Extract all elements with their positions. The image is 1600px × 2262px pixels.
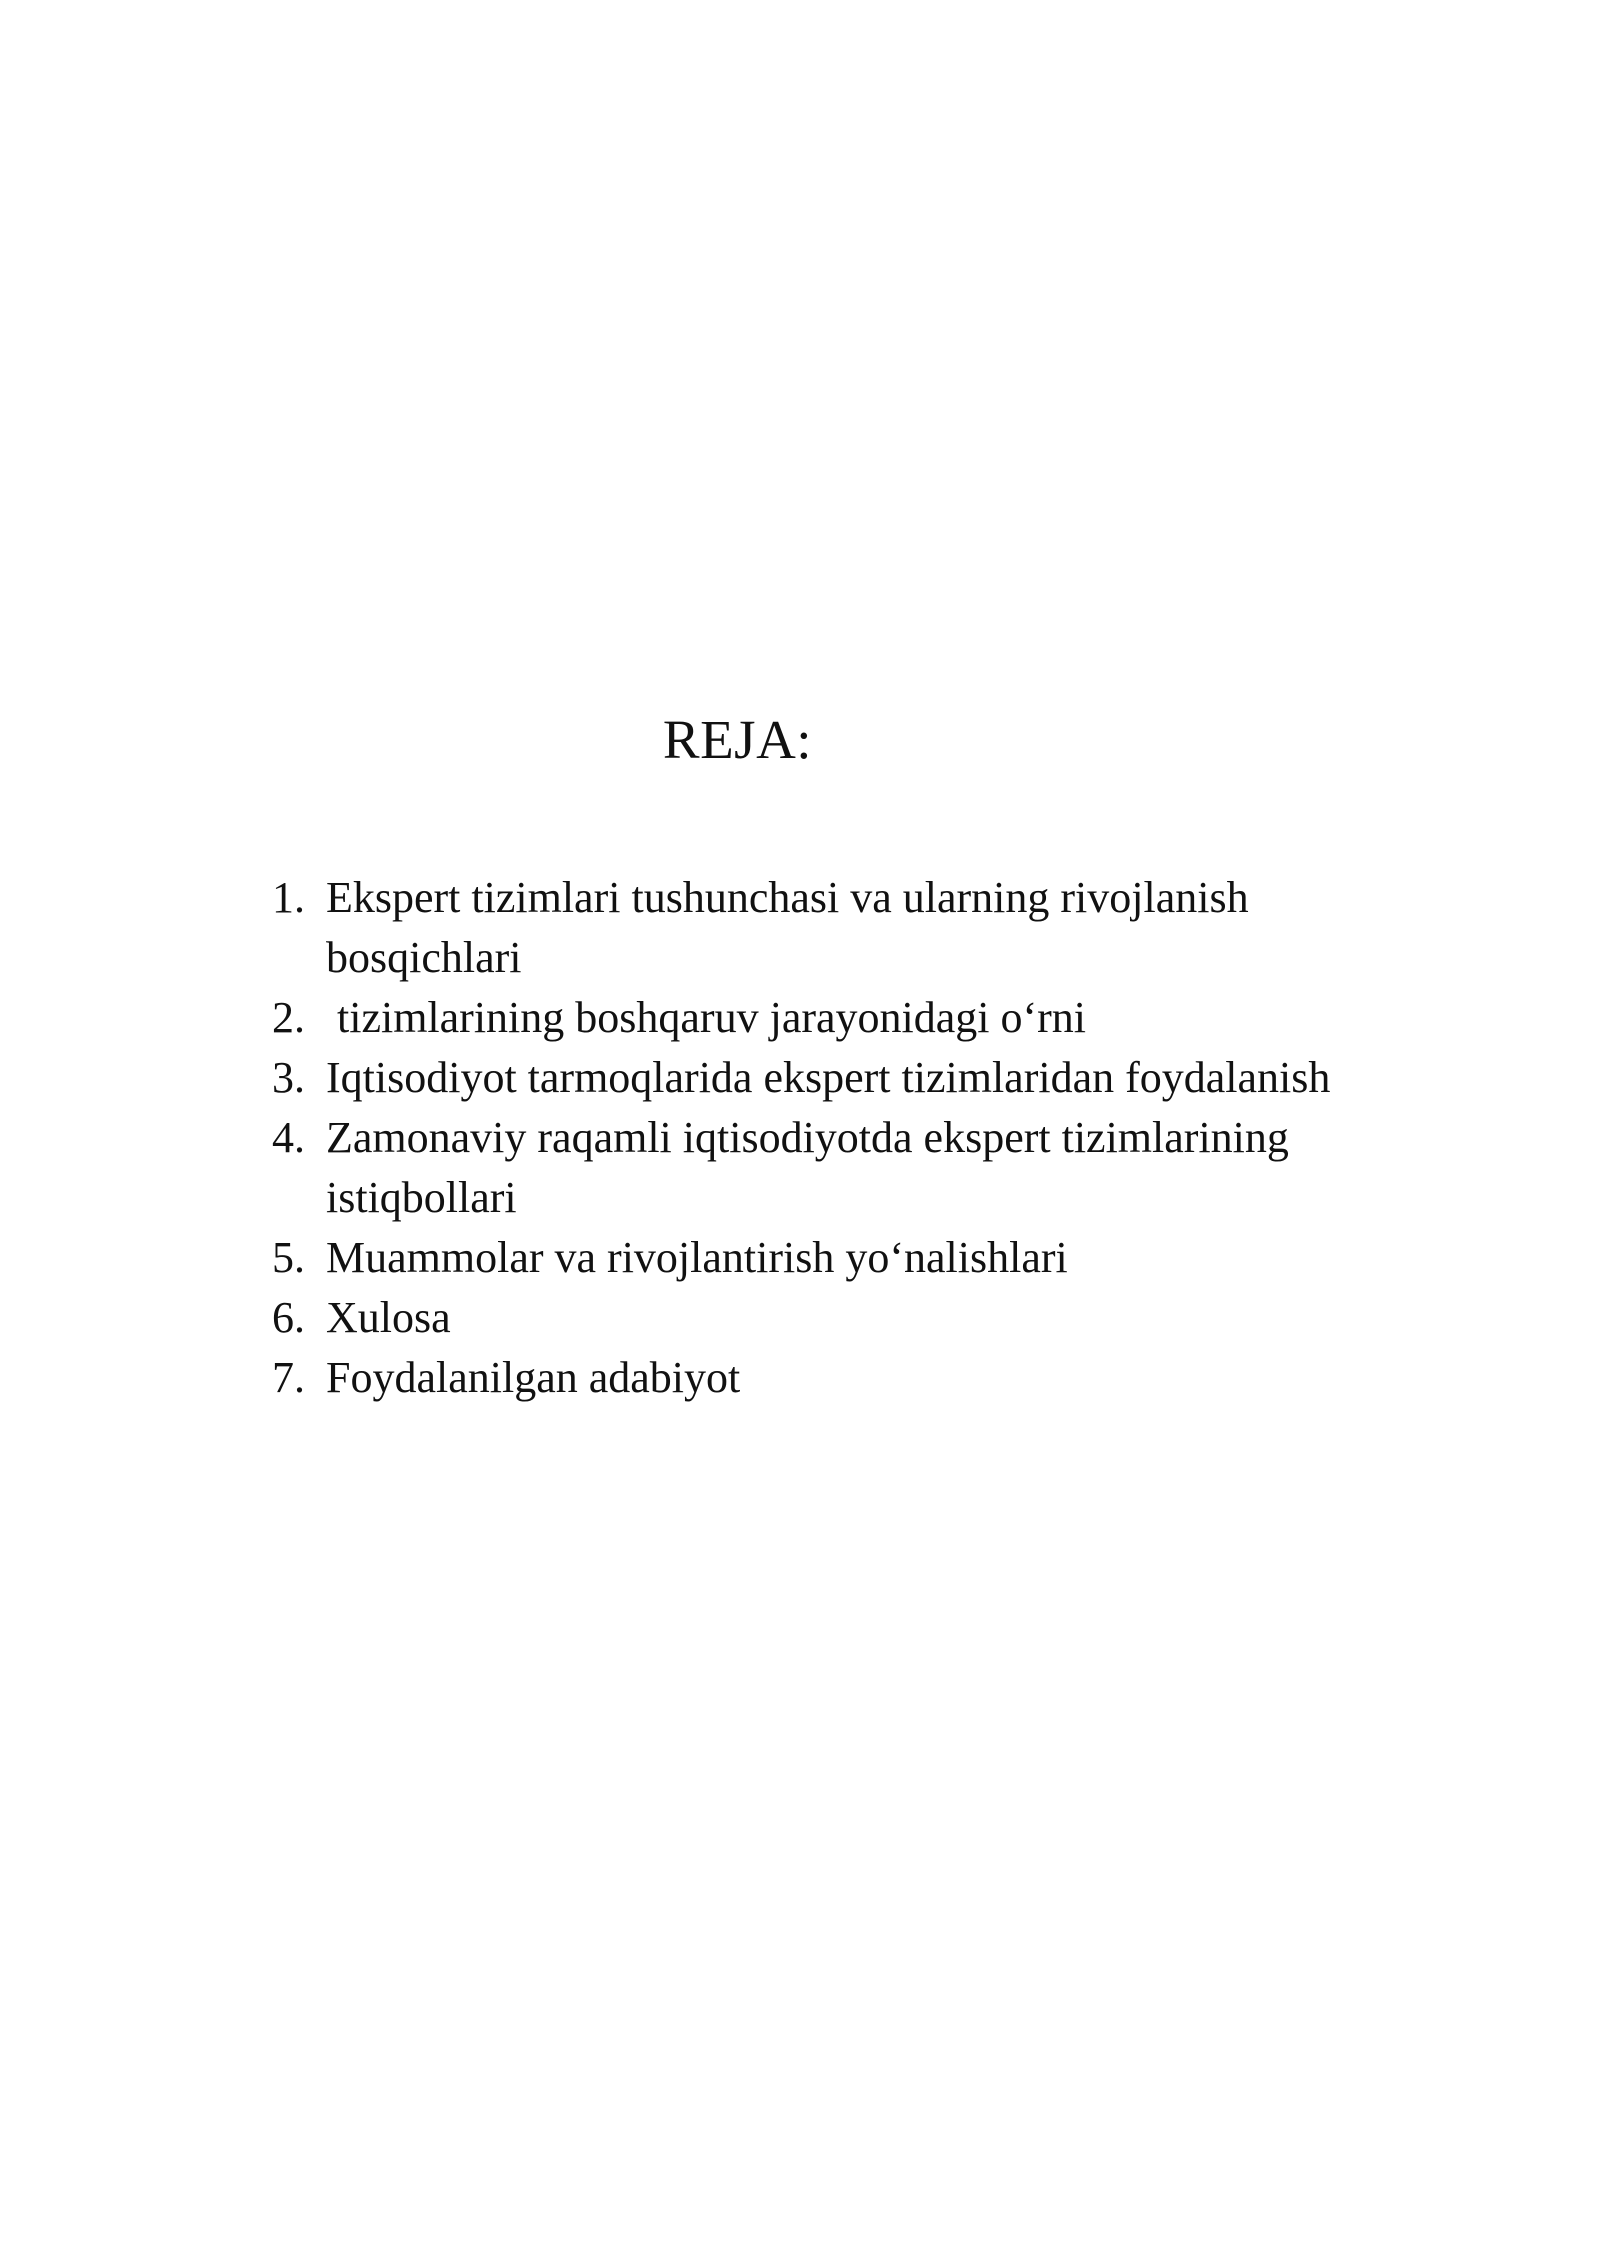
plan-item-number: 4.	[272, 1113, 305, 1162]
plan-item-1	[272, 868, 1472, 988]
plan-item-number: 1.	[272, 873, 305, 922]
plan-item-text: Zamonaviy raqamli iqtisodiyotda ekspert tizimlarining istiqbollari	[326, 1113, 1289, 1222]
plan-item-text: Xulosa	[326, 1293, 451, 1342]
plan-item-text: Foydalanilgan adabiyot	[326, 1353, 741, 1402]
plan-item-number: 5.	[272, 1233, 305, 1282]
plan-item-5	[272, 1228, 1472, 1288]
plan-item-4	[272, 1108, 1472, 1228]
plan-item-text: Iqtisodiyot tarmoqlarida ekspert tizimlaridan foydalanish	[326, 1053, 1331, 1102]
plan-list	[272, 868, 1472, 1408]
plan-item-2	[272, 988, 1472, 1048]
plan-item-7	[272, 1348, 1472, 1408]
plan-item-text: tizimlarining boshqaruv jarayonidagi o‘rni	[326, 993, 1087, 1042]
plan-item-number: 2.	[272, 993, 305, 1042]
plan-item-text: Muammolar va rivojlantirish yo‘nalishlari	[326, 1233, 1068, 1282]
plan-item-text: Ekspert tizimlari tushunchasi va ularning rivojlanish bosqichlari	[326, 873, 1249, 982]
plan-item-number: 6.	[272, 1293, 305, 1342]
page-title: REJA:	[662, 709, 813, 770]
plan-item-number: 3.	[272, 1053, 305, 1102]
plan-item-6	[272, 1288, 1472, 1348]
plan-item-3	[272, 1048, 1472, 1108]
plan-item-number: 7.	[272, 1353, 305, 1402]
